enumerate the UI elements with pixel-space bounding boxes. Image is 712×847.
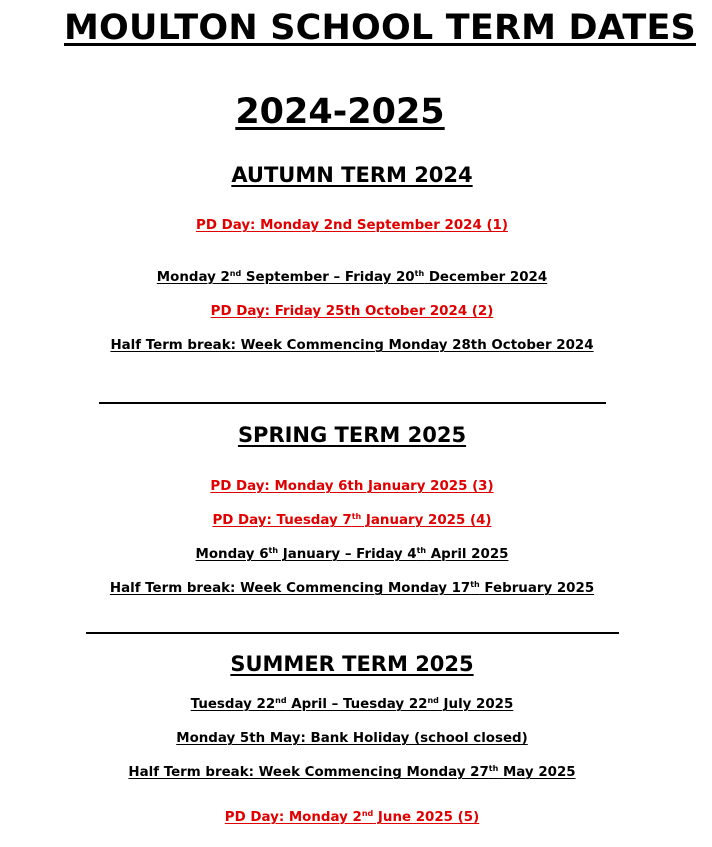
section-divider	[86, 632, 619, 634]
spring-pd-day-3: PD Day: Monday 6th January 2025 (3)	[210, 479, 494, 494]
spring-term-heading: SPRING TERM 2025	[237, 423, 467, 447]
section-divider	[99, 402, 606, 404]
page-title: MOULTON SCHOOL TERM DATES	[64, 8, 696, 48]
summer-half-term: Half Term break: Week Commencing Monday 27th May 2025	[128, 764, 576, 780]
summer-pd-day-5: PD Day: Monday 2nd June 2025 (5)	[224, 809, 480, 825]
spring-term-dates: Monday 6th January – Friday 4th April 2025	[195, 546, 509, 562]
summer-term-heading: SUMMER TERM 2025	[230, 652, 474, 676]
spring-pd-day-4: PD Day: Tuesday 7th January 2025 (4)	[212, 512, 492, 528]
summer-term-dates: Tuesday 22nd April – Tuesday 22nd July 2025	[190, 696, 514, 712]
spring-half-term: Half Term break: Week Commencing Monday 17th February 2025	[109, 580, 595, 596]
autumn-term-dates: Monday 2nd September – Friday 20th December 2024	[156, 269, 548, 285]
summer-bank-holiday: Monday 5th May: Bank Holiday (school closed)	[176, 731, 528, 746]
school-year: 2024-2025	[235, 92, 445, 132]
autumn-pd-day-1: PD Day: Monday 2nd September 2024 (1)	[196, 218, 508, 233]
autumn-term-heading: AUTUMN TERM 2024	[231, 163, 473, 187]
autumn-pd-day-2: PD Day: Friday 25th October 2024 (2)	[210, 304, 494, 319]
autumn-half-term: Half Term break: Week Commencing Monday 28th October 2024	[110, 338, 594, 353]
